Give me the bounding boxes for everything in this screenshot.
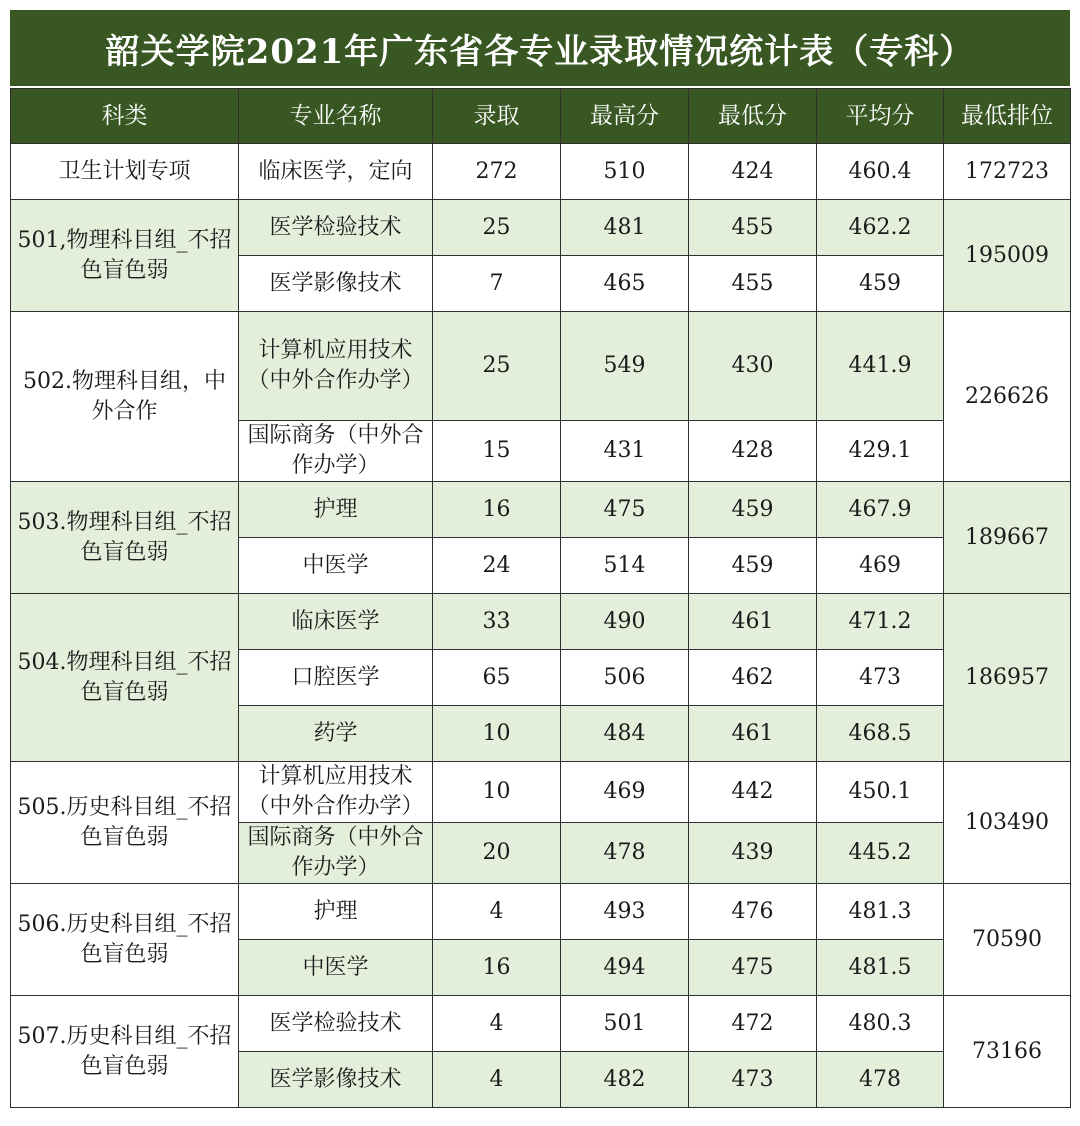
min-score: 475 [689, 940, 817, 996]
table-row [11, 996, 1071, 1052]
avg-score: 478 [817, 1052, 944, 1108]
admitted-count: 10 [433, 762, 561, 823]
min-score: 462 [689, 650, 817, 706]
admitted-count: 25 [433, 200, 561, 256]
major-name: 医学影像技术 [239, 256, 433, 312]
max-score: 484 [561, 706, 689, 762]
avg-score: 460.4 [817, 144, 944, 200]
avg-score: 469 [817, 538, 944, 594]
min-score: 439 [689, 823, 817, 884]
table-row [11, 594, 1071, 650]
major-name: 医学检验技术 [239, 200, 433, 256]
min-score: 461 [689, 706, 817, 762]
major-name: 计算机应用技术（中外合作办学） [239, 762, 433, 823]
avg-score: 429.1 [817, 421, 944, 482]
min-rank: 103490 [944, 762, 1071, 884]
header-category: 科类 [11, 89, 239, 144]
major-name: 中医学 [239, 940, 433, 996]
avg-score: 462.2 [817, 200, 944, 256]
max-score: 549 [561, 312, 689, 421]
min-score: 455 [689, 200, 817, 256]
table-row [11, 884, 1071, 940]
major-name: 临床医学 [239, 594, 433, 650]
max-score: 475 [561, 482, 689, 538]
category-cell: 503.物理科目组_不招色盲色弱 [11, 482, 239, 594]
table-row [11, 144, 1071, 200]
min-score: 473 [689, 1052, 817, 1108]
table-title: 韶关学院2021年广东省各专业录取情况统计表（专科） [10, 10, 1070, 86]
major-name: 护理 [239, 884, 433, 940]
max-score: 494 [561, 940, 689, 996]
admitted-count: 4 [433, 884, 561, 940]
table-row [11, 762, 1071, 823]
avg-score: 441.9 [817, 312, 944, 421]
min-score: 461 [689, 594, 817, 650]
major-name: 临床医学，定向 [239, 144, 433, 200]
max-score: 465 [561, 256, 689, 312]
major-name: 中医学 [239, 538, 433, 594]
avg-score: 467.9 [817, 482, 944, 538]
header-min-score: 最低分 [689, 89, 817, 144]
admitted-count: 33 [433, 594, 561, 650]
min-score: 472 [689, 996, 817, 1052]
max-score: 478 [561, 823, 689, 884]
major-name: 国际商务（中外合作办学） [239, 421, 433, 482]
category-cell: 506.历史科目组_不招色盲色弱 [11, 884, 239, 996]
min-score: 428 [689, 421, 817, 482]
header-min-rank: 最低排位 [944, 89, 1071, 144]
max-score: 431 [561, 421, 689, 482]
max-score: 481 [561, 200, 689, 256]
admitted-count: 24 [433, 538, 561, 594]
admitted-count: 7 [433, 256, 561, 312]
min-rank: 73166 [944, 996, 1071, 1108]
min-rank: 195009 [944, 200, 1071, 312]
category-cell: 卫生计划专项 [11, 144, 239, 200]
category-cell: 507.历史科目组_不招色盲色弱 [11, 996, 239, 1108]
admitted-count: 16 [433, 940, 561, 996]
admitted-count: 15 [433, 421, 561, 482]
avg-score: 468.5 [817, 706, 944, 762]
admitted-count: 20 [433, 823, 561, 884]
admitted-count: 4 [433, 1052, 561, 1108]
category-cell: 504.物理科目组_不招色盲色弱 [11, 594, 239, 762]
min-rank: 186957 [944, 594, 1071, 762]
min-score: 476 [689, 884, 817, 940]
avg-score: 459 [817, 256, 944, 312]
header-major: 专业名称 [239, 89, 433, 144]
max-score: 469 [561, 762, 689, 823]
min-score: 459 [689, 482, 817, 538]
min-score: 455 [689, 256, 817, 312]
min-score: 430 [689, 312, 817, 421]
avg-score: 473 [817, 650, 944, 706]
admitted-count: 25 [433, 312, 561, 421]
avg-score: 481.3 [817, 884, 944, 940]
admitted-count: 4 [433, 996, 561, 1052]
admitted-count: 272 [433, 144, 561, 200]
max-score: 510 [561, 144, 689, 200]
min-rank: 70590 [944, 884, 1071, 996]
table-row [11, 312, 1071, 421]
category-cell: 502.物理科目组，中外合作 [11, 312, 239, 482]
avg-score: 471.2 [817, 594, 944, 650]
major-name: 国际商务（中外合作办学） [239, 823, 433, 884]
max-score: 493 [561, 884, 689, 940]
avg-score: 450.1 [817, 762, 944, 823]
major-name: 医学影像技术 [239, 1052, 433, 1108]
major-name: 护理 [239, 482, 433, 538]
min-score: 442 [689, 762, 817, 823]
major-name: 口腔医学 [239, 650, 433, 706]
max-score: 506 [561, 650, 689, 706]
major-name: 药学 [239, 706, 433, 762]
table-row [11, 482, 1071, 538]
min-rank: 189667 [944, 482, 1071, 594]
admitted-count: 16 [433, 482, 561, 538]
min-score: 459 [689, 538, 817, 594]
admission-table [10, 88, 1071, 1108]
max-score: 482 [561, 1052, 689, 1108]
avg-score: 481.5 [817, 940, 944, 996]
header-max-score: 最高分 [561, 89, 689, 144]
category-cell: 505.历史科目组_不招色盲色弱 [11, 762, 239, 884]
major-name: 计算机应用技术（中外合作办学） [239, 312, 433, 421]
avg-score: 445.2 [817, 823, 944, 884]
header-admitted: 录取 [433, 89, 561, 144]
max-score: 501 [561, 996, 689, 1052]
min-rank: 226626 [944, 312, 1071, 482]
major-name: 医学检验技术 [239, 996, 433, 1052]
max-score: 490 [561, 594, 689, 650]
admitted-count: 65 [433, 650, 561, 706]
table-row [11, 200, 1071, 256]
max-score: 514 [561, 538, 689, 594]
category-cell: 501,物理科目组_不招色盲色弱 [11, 200, 239, 312]
header-avg-score: 平均分 [817, 89, 944, 144]
min-score: 424 [689, 144, 817, 200]
header-row [11, 89, 1071, 144]
avg-score: 480.3 [817, 996, 944, 1052]
admitted-count: 10 [433, 706, 561, 762]
min-rank: 172723 [944, 144, 1071, 200]
